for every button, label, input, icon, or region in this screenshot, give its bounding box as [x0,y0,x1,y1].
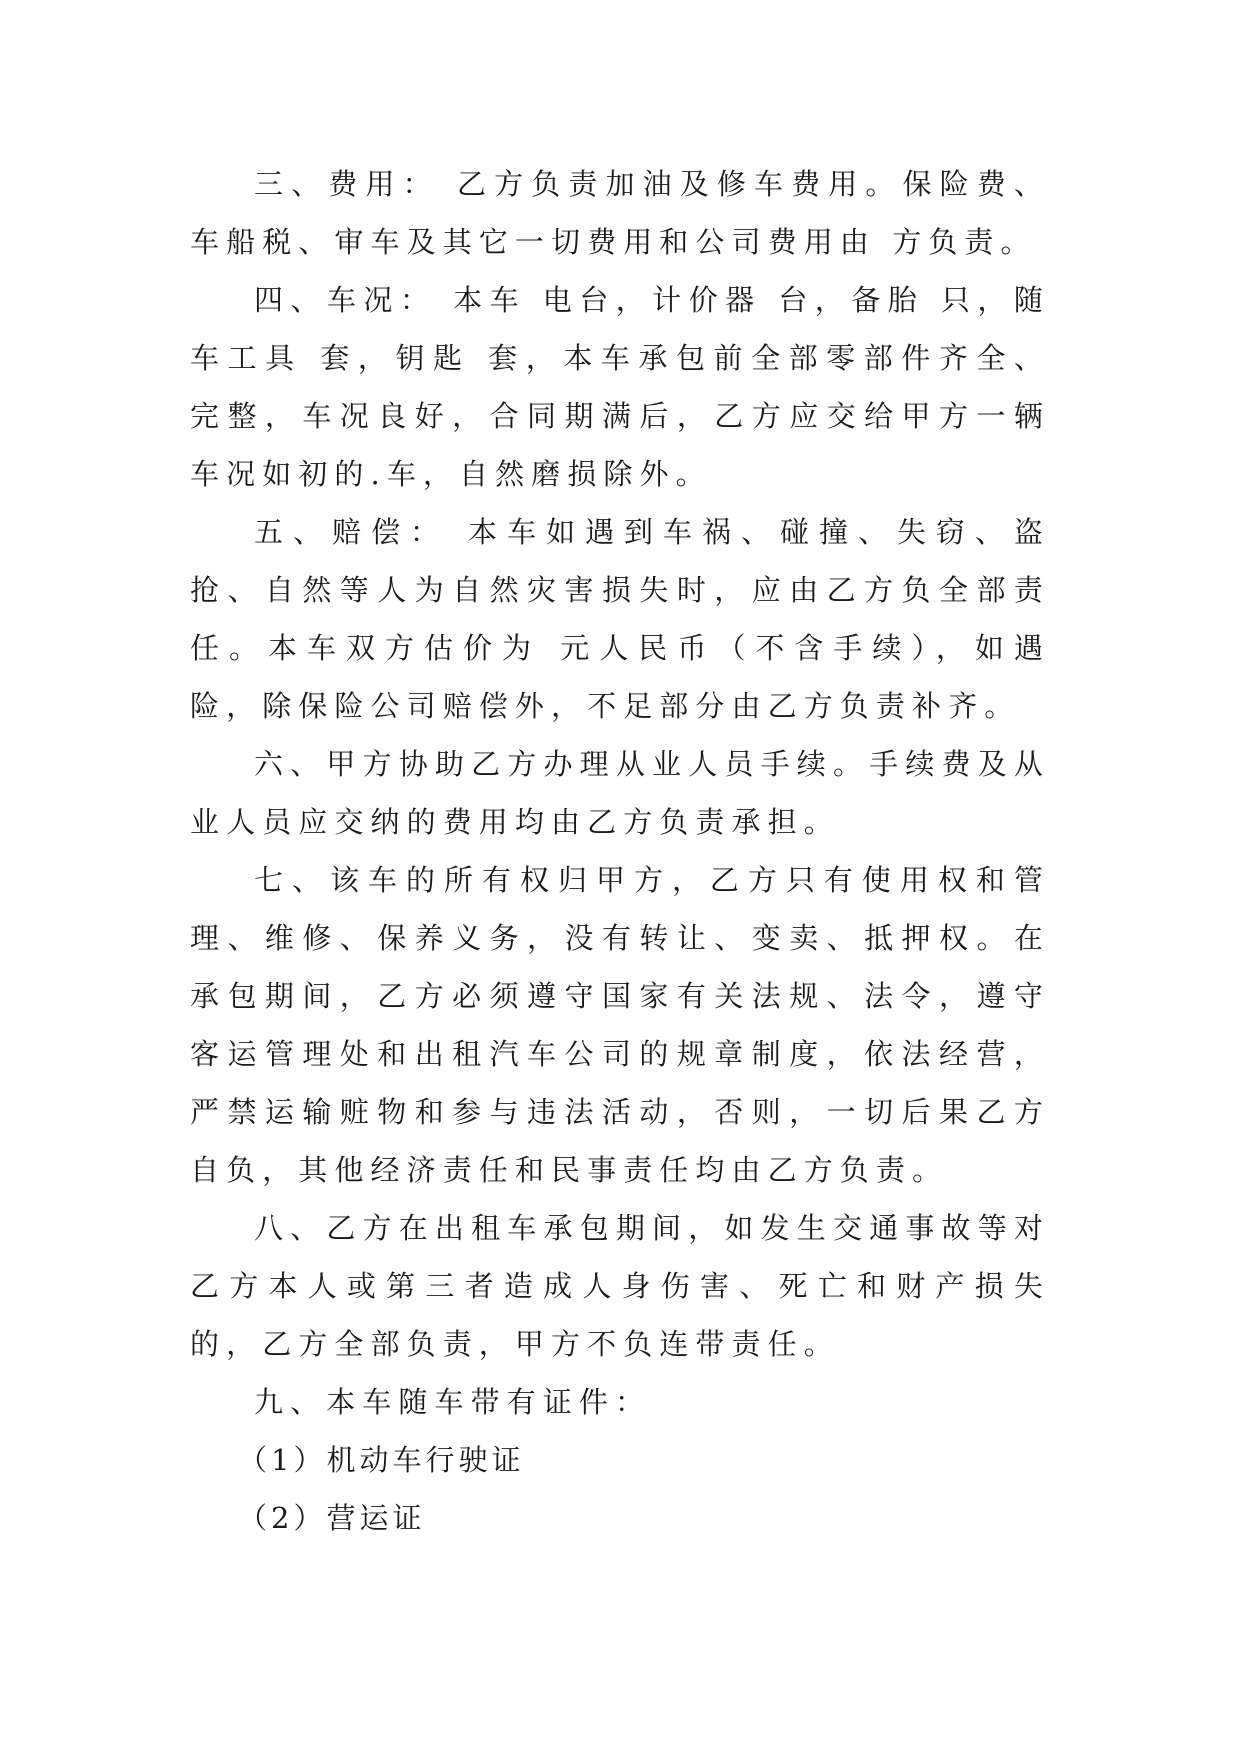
document-body [190,155,1050,1547]
clause-3-fees: 三、费用： 乙方负责加油及修车费用。保险费、车船税、审车及其它一切费用和公司费用由 方负责。 [190,167,1050,259]
clause-7-ownership: 七、该车的所有权归甲方，乙方只有使用权和管理、维修、保养义务，没有转让、变卖、抵押权。在承包期间，乙方必须遵守国家有关法规、法令，遵守客运管理处和出租汽车公司的规章制度，依法经营，严禁运输赃物和参与违法活动，否则，一切后果乙方自负，其他经济责任和民事责任均由乙方负责。 [190,863,1050,1187]
clause-4-vehicle-condition: 四、车况： 本车 电台，计价器 台，备胎 只，随车工具 套，钥匙 套，本车承包前全部零部件齐全、完整，车况良好，合同期满后，乙方应交给甲方一辆车况如初的.车，自然磨损除外。 [190,283,1050,491]
clause-9-documents: 九、本车随车带有证件： [254,1385,652,1419]
document-item-driving-license: （1）机动车行驶证 [238,1443,525,1477]
clause-5-compensation: 五、赔偿： 本车如遇到车祸、碰撞、失窃、盗抢、自然等人为自然灾害损失时，应由乙方负全部责任。本车双方估价为 元人民币（不含手续），如遇险，除保险公司赔偿外，不足部分由乙方负责补齐。 [190,515,1050,723]
clause-8-liability: 八、乙方在出租车承包期间，如发生交通事故等对乙方本人或第三者造成人身伤害、死亡和财产损失的，乙方全部负责，甲方不负连带责任。 [190,1211,1050,1361]
clause-6-staff-procedures: 六、甲方协助乙方办理从业人员手续。手续费及从业人员应交纳的费用均由乙方负责承担。 [190,747,1050,839]
document-item-operating-permit: （2）营运证 [238,1501,426,1535]
